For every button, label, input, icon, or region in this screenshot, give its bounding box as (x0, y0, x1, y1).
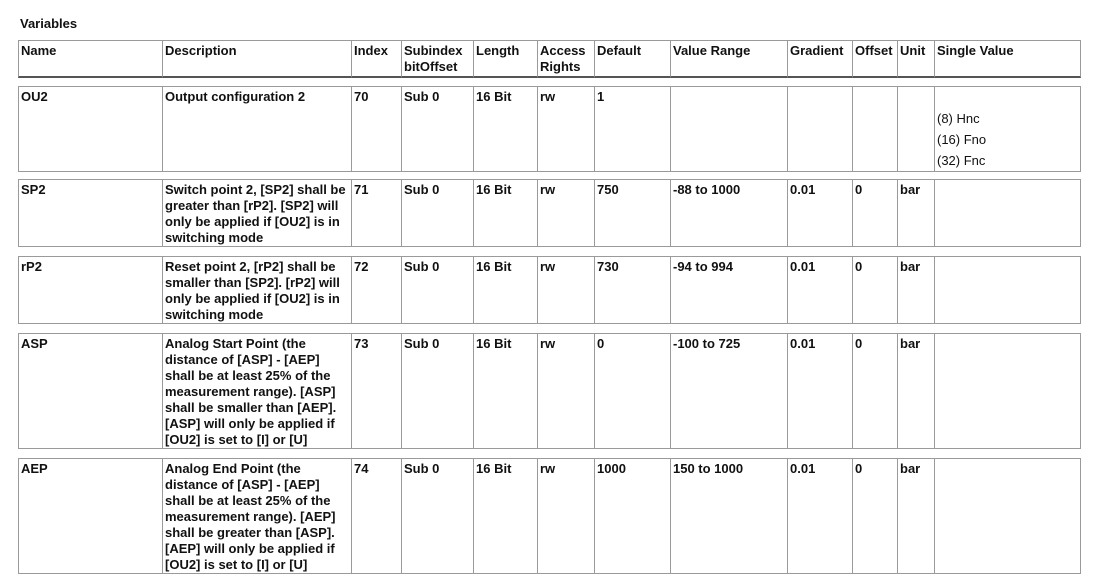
cell-subindex: Sub 0 (401, 179, 473, 247)
cell-name: SP2 (18, 179, 162, 247)
cell-name: AEP (18, 458, 162, 574)
cell-unit (897, 86, 934, 172)
cell-length: 16 Bit (473, 458, 537, 574)
cell-access: rw (537, 179, 594, 247)
cell-offset: 0 (852, 458, 897, 574)
cell-name: rP2 (18, 256, 162, 324)
cell-subindex: Sub 0 (401, 458, 473, 574)
cell-default: 730 (594, 256, 670, 324)
table-row (18, 86, 1081, 172)
cell-length: 16 Bit (473, 179, 537, 247)
table-row (18, 333, 1081, 449)
cell-range: 150 to 1000 (670, 458, 787, 574)
table-row (18, 179, 1081, 247)
header-offset: Offset (852, 40, 897, 78)
header-unit: Unit (897, 40, 934, 78)
cell-description: Analog End Point (the distance of [ASP] - [AEP] shall be at least 25% of the measurement range). [AEP] shall be greater than [ASP]. [AEP] will only be applied if [OU2] is set to [I] or [U] (162, 458, 351, 574)
cell-offset (852, 86, 897, 172)
cell-range: -94 to 994 (670, 256, 787, 324)
cell-subindex: Sub 0 (401, 86, 473, 172)
cell-range: -100 to 725 (670, 333, 787, 449)
cell-single-value (934, 86, 1081, 172)
cell-access: rw (537, 458, 594, 574)
section-title: Variables (20, 16, 78, 31)
header-default: Default (594, 40, 670, 78)
cell-default: 1000 (594, 458, 670, 574)
header-description: Description (162, 40, 351, 78)
cell-range (670, 86, 787, 172)
cell-access: rw (537, 256, 594, 324)
cell-offset: 0 (852, 179, 897, 247)
cell-index: 71 (351, 179, 401, 247)
header-single-value: Single Value (934, 40, 1081, 78)
cell-single-value (934, 333, 1081, 449)
cell-range: -88 to 1000 (670, 179, 787, 247)
table-row (18, 458, 1081, 574)
cell-access: rw (537, 86, 594, 172)
cell-offset: 0 (852, 333, 897, 449)
single-value-item: (32) Fnc (937, 153, 986, 168)
cell-length: 16 Bit (473, 333, 537, 449)
cell-gradient: 0.01 (787, 179, 852, 247)
cell-offset: 0 (852, 256, 897, 324)
header-length: Length (473, 40, 537, 78)
cell-access: rw (537, 333, 594, 449)
header-table (18, 40, 1081, 78)
cell-index: 73 (351, 333, 401, 449)
cell-description: Analog Start Point (the distance of [ASP] - [AEP] shall be at least 25% of the measurement range). [ASP] shall be smaller than [AEP]. [ASP] will only be applied if [OU2] is set to [I] or [U] (162, 333, 351, 449)
cell-gradient: 0.01 (787, 256, 852, 324)
cell-name: ASP (18, 333, 162, 449)
cell-single-value (934, 458, 1081, 574)
cell-index: 72 (351, 256, 401, 324)
header-gradient: Gradient (787, 40, 852, 78)
single-value-item: (16) Fno (937, 132, 987, 147)
cell-single-value (934, 179, 1081, 247)
cell-gradient: 0.01 (787, 333, 852, 449)
header-subindex: Subindex bitOffset (401, 40, 473, 78)
header-access: Access Rights (537, 40, 594, 78)
cell-unit: bar (897, 256, 934, 324)
single-value-item: (8) Hnc (937, 111, 980, 126)
cell-gradient: 0.01 (787, 458, 852, 574)
cell-default: 750 (594, 179, 670, 247)
cell-unit: bar (897, 333, 934, 449)
table-row (18, 256, 1081, 324)
cell-index: 74 (351, 458, 401, 574)
cell-gradient (787, 86, 852, 172)
cell-description: Switch point 2, [SP2] shall be greater than [rP2]. [SP2] will only be applied if [OU2] is in switching mode (162, 179, 351, 247)
cell-unit: bar (897, 179, 934, 247)
header-index: Index (351, 40, 401, 78)
cell-description: Output configuration 2 (162, 86, 351, 172)
cell-description: Reset point 2, [rP2] shall be smaller than [SP2]. [rP2] will only be applied if [OU2] is in switching mode (162, 256, 351, 324)
cell-subindex: Sub 0 (401, 333, 473, 449)
cell-unit: bar (897, 458, 934, 574)
cell-name: OU2 (18, 86, 162, 172)
cell-subindex: Sub 0 (401, 256, 473, 324)
cell-index: 70 (351, 86, 401, 172)
header-name: Name (18, 40, 162, 78)
cell-length: 16 Bit (473, 86, 537, 172)
cell-length: 16 Bit (473, 256, 537, 324)
header-range: Value Range (670, 40, 787, 78)
cell-single-value (934, 256, 1081, 324)
cell-default: 0 (594, 333, 670, 449)
cell-default: 1 (594, 86, 670, 172)
